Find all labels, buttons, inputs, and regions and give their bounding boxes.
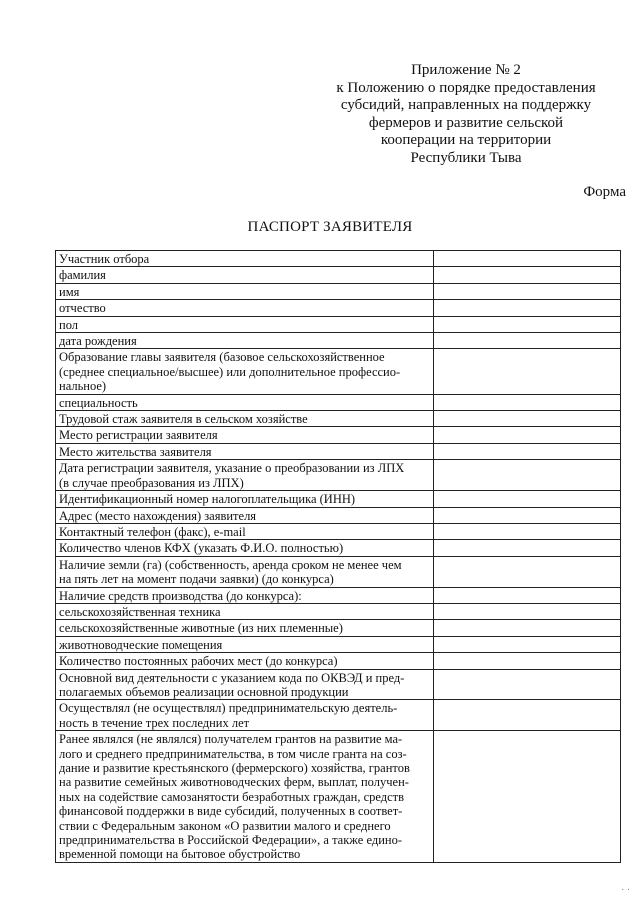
table-row — [56, 653, 621, 669]
field-value-cell[interactable] — [434, 636, 621, 652]
field-label-line: временной помощи на бытовое обустройство — [59, 847, 301, 862]
field-label-line: Место жительства заявителя — [59, 444, 212, 459]
field-label-line: сельскохозяйственная техника — [59, 604, 221, 619]
field-label-line: Контактный телефон (факс), e-mail — [59, 524, 246, 539]
field-label-cell — [56, 669, 434, 700]
field-label-line: имя — [59, 284, 80, 299]
field-label-cell — [56, 507, 434, 523]
applicant-passport-table — [55, 250, 621, 863]
field-label-line: Идентификационный номер налогоплательщика (ИНН) — [59, 492, 356, 507]
field-value-cell[interactable] — [434, 411, 621, 427]
field-label-cell — [56, 283, 434, 299]
field-label-line: дание и развитие крестьянского (фермерского) хозяйства, грантов — [59, 761, 410, 775]
field-value-cell[interactable] — [434, 491, 621, 507]
field-label-line: нальное) — [59, 379, 107, 394]
table-row — [56, 636, 621, 652]
field-value-cell[interactable] — [434, 333, 621, 349]
table-row — [56, 251, 621, 267]
appendix-line: Приложение № 2 — [411, 62, 521, 78]
table-row — [56, 620, 621, 636]
table-row — [56, 267, 621, 283]
field-label-cell — [56, 349, 434, 394]
appendix-line: Республики Тыва — [410, 149, 522, 166]
appendix-line: фермеров и развитие сельской — [368, 114, 564, 131]
table-row — [56, 316, 621, 332]
form-label: Форма — [583, 184, 626, 200]
table-row — [56, 283, 621, 299]
field-label-cell — [56, 700, 434, 731]
field-label-line: финансовой поддержки в виде субсидий, полученных в соответ- — [59, 804, 403, 819]
field-value-cell[interactable] — [434, 443, 621, 459]
table-row — [56, 411, 621, 427]
field-label-line: фамилия — [59, 268, 106, 283]
appendix-line: кооперации на территории — [380, 132, 552, 149]
field-label-line: пол — [59, 317, 79, 332]
field-value-cell[interactable] — [434, 394, 621, 410]
table-row — [56, 394, 621, 410]
field-value-cell[interactable] — [434, 523, 621, 539]
field-label-line: сельскохозяйственные животные (из них племенные) — [59, 621, 343, 636]
table-row — [56, 349, 621, 394]
field-label-line: Образование главы заявителя (базовое сельскохозяйственное — [59, 350, 385, 365]
field-value-cell[interactable] — [434, 653, 621, 669]
table-row — [56, 507, 621, 523]
table-row — [56, 443, 621, 459]
field-label-line: Участник отбора — [59, 252, 150, 266]
field-label-line: специальность — [59, 395, 138, 410]
table-row — [56, 333, 621, 349]
table-row — [56, 523, 621, 539]
field-value-cell[interactable] — [434, 427, 621, 443]
field-label-cell — [56, 523, 434, 539]
field-label-line: Трудовой стаж заявителя в сельском хозяйстве — [59, 412, 308, 427]
appendix-line: к Положению о порядке предоставления — [336, 79, 596, 96]
field-label-line: Количество постоянных рабочих мест (до конкурса) — [59, 654, 338, 669]
table-body — [56, 251, 621, 863]
field-value-cell[interactable] — [434, 349, 621, 394]
field-label-cell — [56, 251, 434, 267]
field-label-line: животноводческие помещения — [59, 637, 223, 652]
field-label-line: (среднее специальное/высшее) или дополнительное профессио- — [59, 364, 401, 379]
field-label-cell — [56, 540, 434, 556]
field-value-cell[interactable] — [434, 700, 621, 731]
table-row — [56, 669, 621, 700]
table-row — [56, 556, 621, 587]
field-label-line: лого и среднего предпринимательства, в том числе гранта на соз- — [59, 746, 407, 761]
field-label-cell — [56, 587, 434, 603]
field-value-cell[interactable] — [434, 283, 621, 299]
field-label-cell — [56, 394, 434, 410]
field-value-cell[interactable] — [434, 316, 621, 332]
field-value-cell[interactable] — [434, 620, 621, 636]
field-value-cell[interactable] — [434, 267, 621, 283]
field-label-line: Ранее являлся (не являлся) получателем грантов на развитие ма- — [59, 732, 403, 747]
field-value-cell[interactable] — [434, 587, 621, 603]
document-title: ПАСПОРТ ЗАЯВИТЕЛЯ — [247, 219, 413, 235]
field-label-cell — [56, 333, 434, 349]
table-row — [56, 491, 621, 507]
table-row — [56, 460, 621, 491]
field-label-cell — [56, 316, 434, 332]
field-label-line: на развитие семейных животноводческих ферм, выплат, получен- — [59, 775, 409, 790]
field-value-cell[interactable] — [434, 251, 621, 267]
field-label-line: Место регистрации заявителя — [59, 428, 218, 443]
field-label-cell — [56, 491, 434, 507]
field-label-cell — [56, 636, 434, 652]
field-label-line: ных на содействие самозанятости безработных граждан, средств — [59, 789, 405, 804]
field-label-cell — [56, 300, 434, 316]
table-row — [56, 603, 621, 619]
field-value-cell[interactable] — [434, 300, 621, 316]
field-label-line: Адрес (место нахождения) заявителя — [59, 508, 257, 523]
table-row — [56, 300, 621, 316]
table-row — [56, 540, 621, 556]
field-label-line: (в случае преобразования из ЛПХ) — [59, 475, 244, 490]
field-label-cell — [56, 443, 434, 459]
field-label-cell — [56, 731, 434, 863]
field-label-line: предпринимательства в Российской Федерации», а также едино- — [59, 833, 402, 848]
field-label-line: отчество — [59, 301, 106, 316]
table-row — [56, 427, 621, 443]
appendix-note — [300, 62, 632, 168]
table-row — [56, 731, 621, 863]
field-value-cell[interactable] — [434, 507, 621, 523]
field-label-cell — [56, 460, 434, 491]
field-label-line: Количество членов КФХ (указать Ф.И.О. полностью) — [59, 541, 344, 556]
field-label-cell — [56, 603, 434, 619]
field-label-line: Дата регистрации заявителя, указание о преобразовании из ЛПХ — [59, 461, 405, 476]
field-label-line: полагаемых объемов реализации основной продукции — [59, 684, 349, 699]
field-label-line: дата рождения — [59, 334, 137, 349]
field-label-line: Наличие земли (га) (собственность, аренда сроком не менее чем — [59, 557, 402, 572]
field-value-cell[interactable] — [434, 460, 621, 491]
field-value-cell[interactable] — [434, 540, 621, 556]
field-label-line: ность в течение трех последних лет — [59, 715, 250, 730]
field-value-cell[interactable] — [434, 556, 621, 587]
field-label-line: на пять лет на момент подачи заявки) (до конкурса) — [59, 572, 334, 587]
field-label-line: ствии с Федеральным законом «О развитии малого и среднего — [59, 818, 391, 833]
field-label-line: Наличие средств производства (до конкурса): — [59, 588, 302, 603]
field-value-cell[interactable] — [434, 731, 621, 863]
field-label-cell — [56, 653, 434, 669]
field-label-cell — [56, 267, 434, 283]
field-label-cell — [56, 427, 434, 443]
field-label-cell — [56, 411, 434, 427]
field-label-cell — [56, 620, 434, 636]
scan-mark: . . — [621, 883, 630, 893]
table-row — [56, 587, 621, 603]
field-value-cell[interactable] — [434, 603, 621, 619]
field-label-line: Основной вид деятельности с указанием кода по ОКВЭД и пред- — [59, 670, 405, 685]
field-value-cell[interactable] — [434, 669, 621, 700]
appendix-line: субсидий, направленных на поддержку — [340, 97, 592, 114]
field-label-line: Осуществлял (не осуществлял) предпринимательскую деятель- — [59, 701, 398, 716]
table-row — [56, 700, 621, 731]
field-label-cell — [56, 556, 434, 587]
